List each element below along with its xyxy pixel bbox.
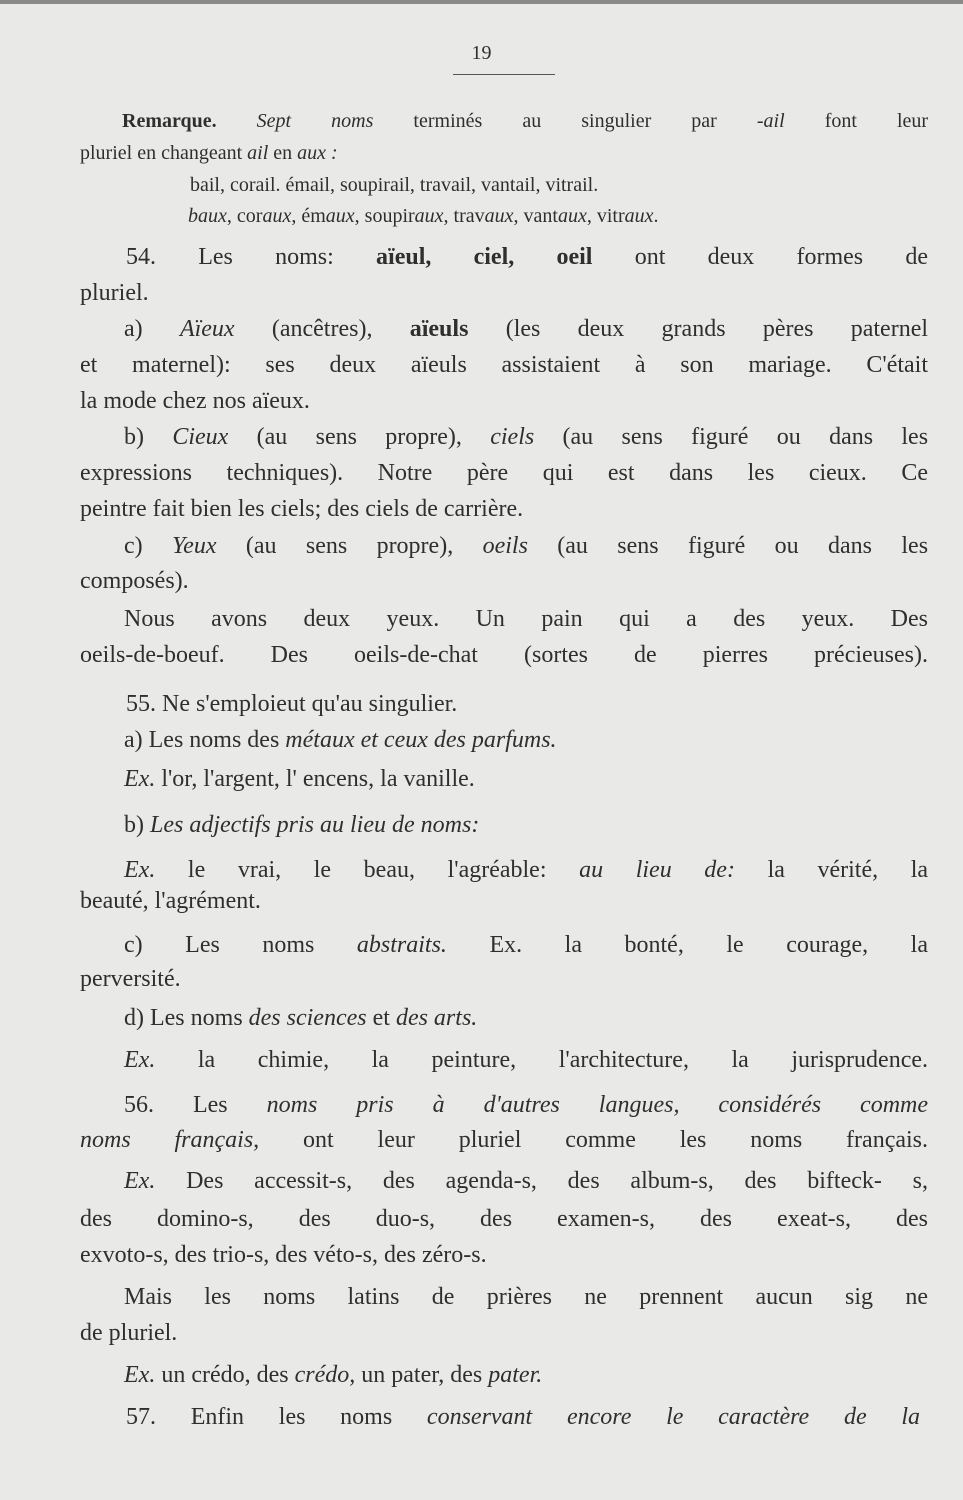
para-57-line-1: 57. Enfin les noms conservant encore le caractère de la xyxy=(126,1404,920,1430)
para-55d-example: Ex. la chimie, la peinture, l'architecture, la jurisprudence. xyxy=(124,1047,928,1073)
para-55c-line-2: perversité. xyxy=(80,966,181,992)
para-54a-line-2: et maternel): ses deux aïeuls assistaient à son mariage. C'était xyxy=(80,352,928,378)
para-54b-line-2: expressions techniques). Notre père qui est dans les cieux. Ce xyxy=(80,460,928,486)
para-55a: a) Les noms des métaux et ceux des parfums. xyxy=(124,727,557,753)
para-55-heading: 55. Ne s'emploieut qu'au singulier. xyxy=(126,691,458,717)
para-55d: d) Les noms des sciences et des arts. xyxy=(124,1005,478,1031)
para-56-latin-line-2: de pluriel. xyxy=(80,1320,178,1346)
para-54c-line-3: Nous avons deux yeux. Un pain qui a des yeux. Des xyxy=(124,606,928,632)
para-54c-line-1: c) Yeux (au sens propre), oeils (au sens figuré ou dans les xyxy=(124,533,929,559)
para-54c-line-2: composés). xyxy=(80,568,189,594)
para-55b: b) Les adjectifs pris au lieu de noms: xyxy=(124,812,480,838)
plural-list: baux, coraux, émaux, soupiraux, travaux, vantaux, vitraux. xyxy=(188,205,659,227)
singular-list: bail, corail. émail, soupirail, travail, vantail, vitrail. xyxy=(190,174,599,196)
para-55c-line-1: c) Les noms abstraits. Ex. la bonté, le courage, la xyxy=(124,932,929,958)
remarque-line-2: pluriel en changeant ail en aux : xyxy=(80,142,338,164)
page-number-rule xyxy=(453,74,555,75)
page-number: 19 xyxy=(471,42,492,64)
para-55a-example: Ex. l'or, l'argent, l' encens, la vanille. xyxy=(124,766,475,792)
para-56-line-2: noms français, ont leur pluriel comme les noms français. xyxy=(80,1127,929,1153)
para-54a-line-3: la mode chez nos aïeux. xyxy=(80,388,310,414)
top-edge-line xyxy=(0,0,963,4)
para-56-line-1: 56. Les noms pris à d'autres langues, considérés comme xyxy=(124,1092,929,1118)
para-56-example-line-2: des domino-s, des duo-s, des examen-s, des exeat-s, des xyxy=(80,1206,928,1232)
para-54c-line-4: oeils-de-boeuf. Des oeils-de-chat (sortes de pierres précieuses). xyxy=(80,642,928,668)
para-54b-line-3: peintre fait bien les ciels; des ciels de carrière. xyxy=(80,496,524,522)
para-56-latin-example: Ex. un crédo, des crédo, un pater, des pater. xyxy=(124,1362,543,1388)
para-54b-line-1: b) Cieux (au sens propre), ciels (au sens figuré ou dans les xyxy=(124,424,929,450)
para-55b-example-line-1: Ex. le vrai, le beau, l'agréable: au lieu de: la vérité, la xyxy=(124,857,929,883)
remarque-line-1: Remarque. Sept noms terminés au singulier par -ail font leur xyxy=(122,110,929,132)
para-55b-example-line-2: beauté, l'agrément. xyxy=(80,888,261,914)
para-54-line-1: 54. Les noms: aïeul, ciel, oeil ont deux formes de xyxy=(126,244,929,270)
para-54a-line-1: a) Aïeux (ancêtres), aïeuls (les deux grands pères paternel xyxy=(124,316,929,342)
para-56-example-line-1: Ex. Des accessit-s, des agenda-s, des album-s, des bifteck- s, xyxy=(124,1168,928,1194)
para-56-example-line-3: exvoto-s, des trio-s, des véto-s, des zéro-s. xyxy=(80,1242,487,1268)
remarque-label: Remarque. xyxy=(122,110,217,132)
para-56-latin-line-1: Mais les noms latins de prières ne prennent aucun sig ne xyxy=(124,1284,928,1310)
para-54-line-2: pluriel. xyxy=(80,280,149,306)
